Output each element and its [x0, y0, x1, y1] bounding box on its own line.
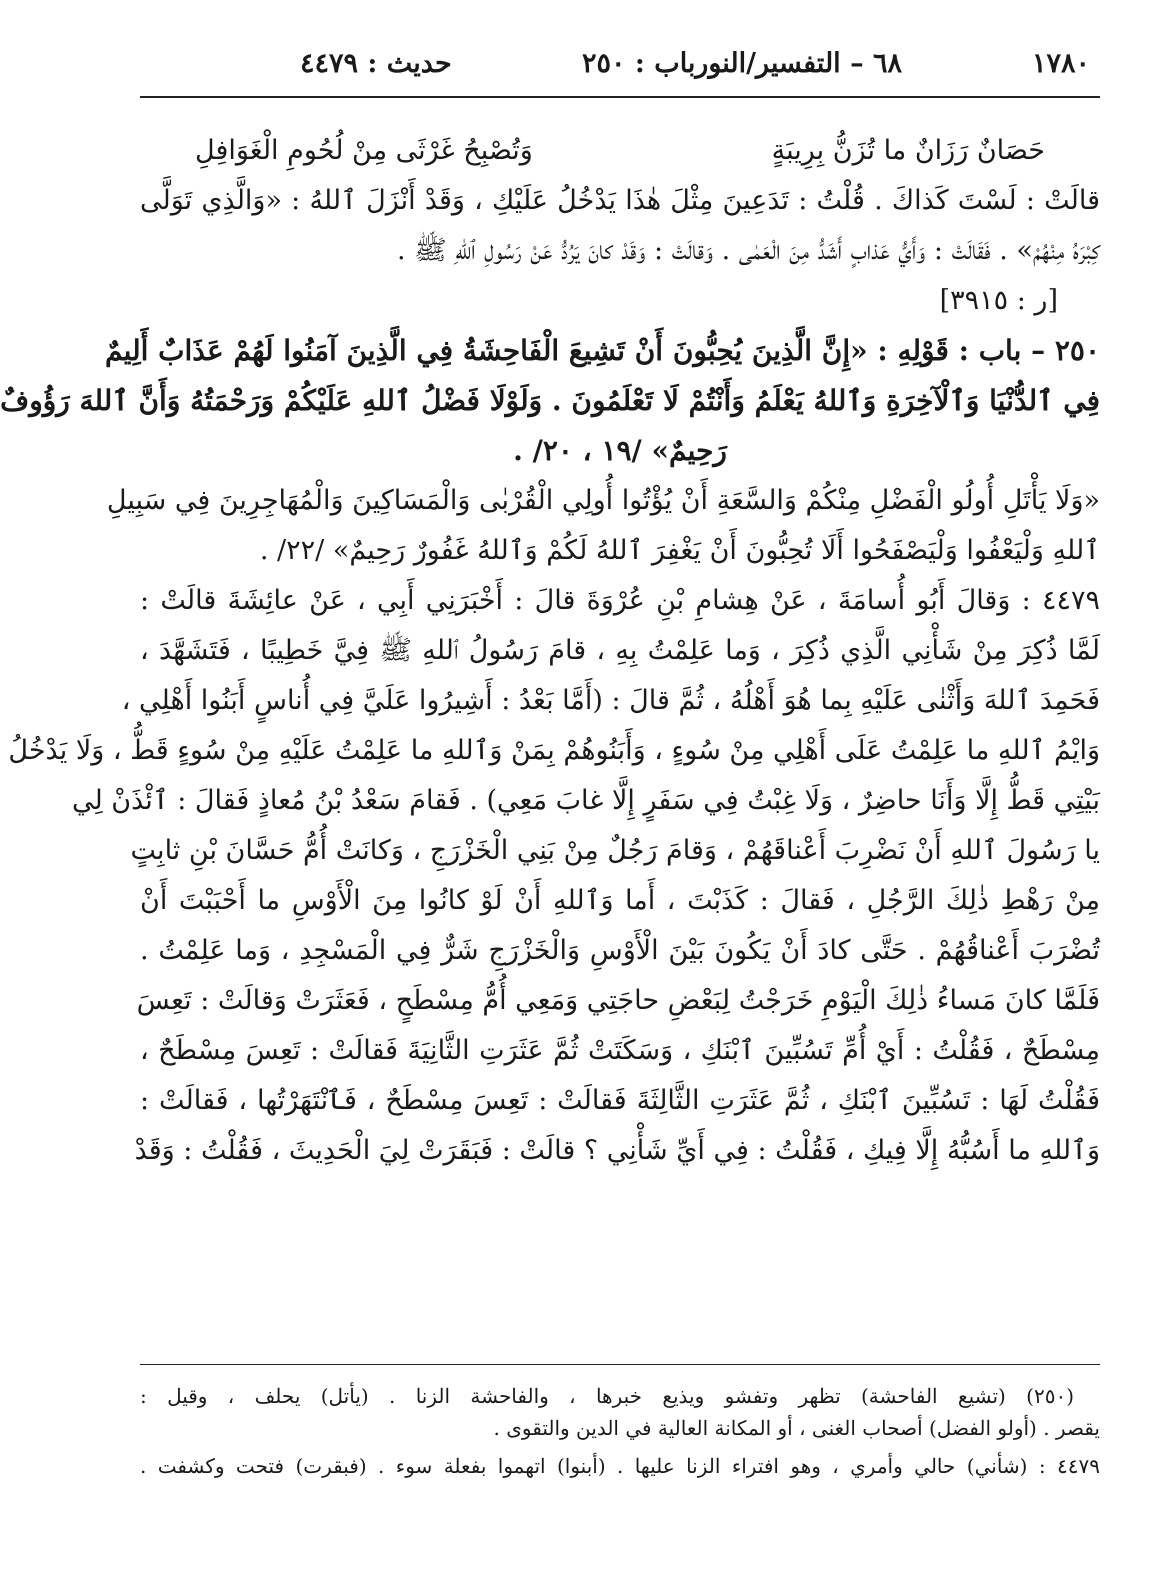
footnote-line: ٤٤٧٩ : (شأني) حالي وأمري ، وهو افتراء الزنا عليها . (أبنوا) اتهموا بفعلة سوء . (فبقرت) فتحت وكشفت . [140, 1454, 1100, 1478]
hadith-text-line: وَايْمُ ٱللهِ ما عَلِمْتُ عَلَى أَهْلِي مِنْ سُوءٍ ، وَأَبَنُوهُمْ بِمَنْ وَٱللهِ ما عَلِمْتُ عَلَيْهِ مِنْ سُوءٍ قَطُّ ، وَلَا يَدْخُلُ [8, 735, 1100, 766]
quran-verse: «وَلَا يَأْتَلِ أُولُو الْفَضْلِ مِنْكُمْ وَالسَّعَةِ أَنْ يُؤْتُوا أُولِي الْقُرْبٰى وَالْمَسَاكِينَ وَالْمُهَاجِرِينَ فِي سَبِيلِ [106, 485, 1100, 516]
verse-first-hemistich: حَصَانٌ رَزَانٌ ما تُزَنُّ بِرِيبَةٍ [771, 135, 1045, 166]
footnote-line: يقصر . (أولو الفضل) أصحاب الغنى ، أو المكانة العالية في الدين والتقوى . [493, 1416, 1100, 1440]
hadith-text-line: لَمَّا ذُكِرَ مِنْ شَأْنِي الَّذِي ذُكِرَ ، وَما عَلِمْتُ بِهِ ، قامَ رَسُولُ ٱللهِ ﷺ فِيَّ خَطِيبًا ، فَتَشَهَّدَ ، [140, 635, 1100, 666]
hadith-text-line: يا رَسُولَ ٱللهِ أَنْ نَضْرِبَ أَعْناقَهُمْ ، وَقامَ رَجُلٌ مِنْ بَنِي الْخَزْرَجِ ، وَكانَتْ أُمُّ حَسَّانَ بْنِ ثابِتٍ [130, 835, 1100, 866]
chapter-heading: فِي ٱلدُّنْيَا وَٱلْآخِرَةِ وَٱللهُ يَعْلَمُ وَأَنْتُمْ لَا تَعْلَمُونَ . وَلَوْلَا فَضْلُ ٱللهِ عَلَيْكُمْ وَرَحْمَتُهُ وَأَنَّ ٱللهَ رَؤُوفٌ [0, 384, 1100, 417]
hadith-number: حديث : ٤٤٧٩ [300, 48, 452, 79]
bab-number: باب : ٢٥٠ [582, 48, 696, 79]
chapter-heading: رَحِيمٌ» /١٩ ، ٢٠/ . [513, 434, 727, 467]
hadith-text-line: مِسْطَحٌ ، فَقُلْتُ : أَيْ أُمِّ تَسُبِّينَ ٱبْنَكِ ، وَسَكَتَتْ ثُمَّ عَثَرَتِ الثَّانِيَةَ فَقالَتْ : تَعِسَ مِسْطَحٌ ، [140, 1035, 1100, 1066]
cross-reference: [ر : ٣٩١٥] [939, 285, 1058, 316]
footnote-divider [140, 1364, 1100, 1365]
main-text [0, 126, 1100, 1176]
hadith-text-line: تُضْرَبَ أَعْناقُهُمْ . حَتَّى كادَ أَنْ يَكُونَ بَيْنَ الْأَوْسِ وَالْخَزْرَجِ شَرٌّ فِي الْمَسْجِدِ ، وَما عَلِمْتُ . [140, 935, 1100, 966]
text-line: كِبْرَهُ مِنْهُمْ» . فَقَالَتْ : وَأَيُّ عَذابٍ أَشَدُّ مِنَ الْعَمٰى . وَقالَتْ : وَقَدْ كانَ يَرُدُّ عَنْ رَسُولِ ٱللهِ ﷺ . [396, 235, 1100, 266]
hadith-text-line: بَيْتِي قَطُّ إِلَّا وَأَنَا حاضِرٌ ، وَلَا غِبْتُ فِي سَفَرٍ إِلَّا غابَ مَعِي) . فَقامَ سَعْدُ بْنُ مُعاذٍ فَقالَ : ٱئْذَنْ لِي [71, 785, 1100, 816]
verse-second-hemistich: وَتُصْبِحُ غَرْثَى مِنْ لُحُومِ الْغَوَافِلِ [195, 135, 533, 166]
hadith-text-line: فَحَمِدَ ٱللهَ وَأَثْنٰى عَلَيْهِ بِما هُوَ أَهْلُهُ ، ثُمَّ قالَ : (أَمَّا بَعْدُ : أَشِيرُوا عَلَيَّ فِي أُناسٍ أَبَنُوا أَهْلِي ، [121, 685, 1100, 716]
hadith-text-line: مِنْ رَهْطِ ذٰلِكَ الرَّجُلِ ، فَقالَ : كَذَبْتَ ، أَما وَٱللهِ أَنْ لَوْ كانُوا مِنَ الْأَوْسِ ما أَحْبَبْتَ أَنْ [140, 885, 1100, 916]
hadith-text-line: فَلَمَّا كانَ مَساءُ ذٰلِكَ الْيَوْمِ خَرَجْتُ لِبَعْضِ حاجَتِي وَمَعِي أُمُّ مِسْطَحٍ ، فَعَثَرَتْ وَقالَتْ : تَعِسَ [136, 985, 1100, 1016]
running-header [140, 44, 1100, 86]
chapter-heading: ٢٥٠ – باب : قَوْلِهِ : «إِنَّ الَّذِينَ يُحِبُّونَ أَنْ تَشِيعَ الْفَاحِشَةُ فِي الَّذِينَ آمَنُوا لَهُمْ عَذَابٌ أَلِيمٌ [105, 334, 1100, 367]
hadith-text-line: ٤٤٧٩ : وَقالَ أَبُو أُسامَةَ ، عَنْ هِشامِ بْنِ عُرْوَةَ قالَ : أَخْبَرَنِي أَبِي ، عَنْ عائِشَةَ قالَتْ : [140, 585, 1100, 616]
chapter-title: ٦٨ – التفسير/النور [695, 48, 902, 79]
hadith-text-line: وَٱللهِ ما أَسُبُّهُ إِلَّا فِيكِ ، فَقُلْتُ : فِي أَيِّ شَأْنِي ؟ قالَتْ : فَبَقَرَتْ لِيَ الْحَدِيثَ ، فَقُلْتُ : وَقَدْ [134, 1135, 1100, 1166]
poetry-verse [140, 126, 1100, 176]
footnote-line: (٢٥٠) (تشيع الفاحشة) تظهر وتفشو ويذيع خبرها ، والفاحشة الزنا . (يأتل) يحلف ، وقيل : [140, 1384, 1074, 1408]
hadith-text-line: فَقُلْتُ لَهَا : تَسُبِّينَ ٱبْنَكِ ، ثُمَّ عَثَرَتِ الثَّالِثَةَ فَقالَتْ : تَعِسَ مِسْطَحٌ ، فَٱنْتَهَرْتُها ، فَقالَتْ : [140, 1085, 1100, 1116]
footnotes [140, 1380, 1100, 1482]
header-divider [140, 96, 1100, 98]
text-line: قالَتْ : لَسْتَ كَذاكَ . قُلْتُ : تَدَعِينَ مِثْلَ هٰذَا يَدْخُلُ عَلَيْكِ ، وَقَدْ أَنْزَلَ ٱللهُ : «وَالَّذِي تَوَلَّى [140, 185, 1100, 216]
page-number: ١٧٨٠ [1031, 48, 1090, 79]
quran-verse: ٱللهِ وَلْيَعْفُوا وَلْيَصْفَحُوا أَلَا تُحِبُّونَ أَنْ يَغْفِرَ ٱللهُ لَكُمْ وَٱللهُ غَفُورٌ رَحِيمٌ» /٢٢/ . [259, 535, 1100, 566]
